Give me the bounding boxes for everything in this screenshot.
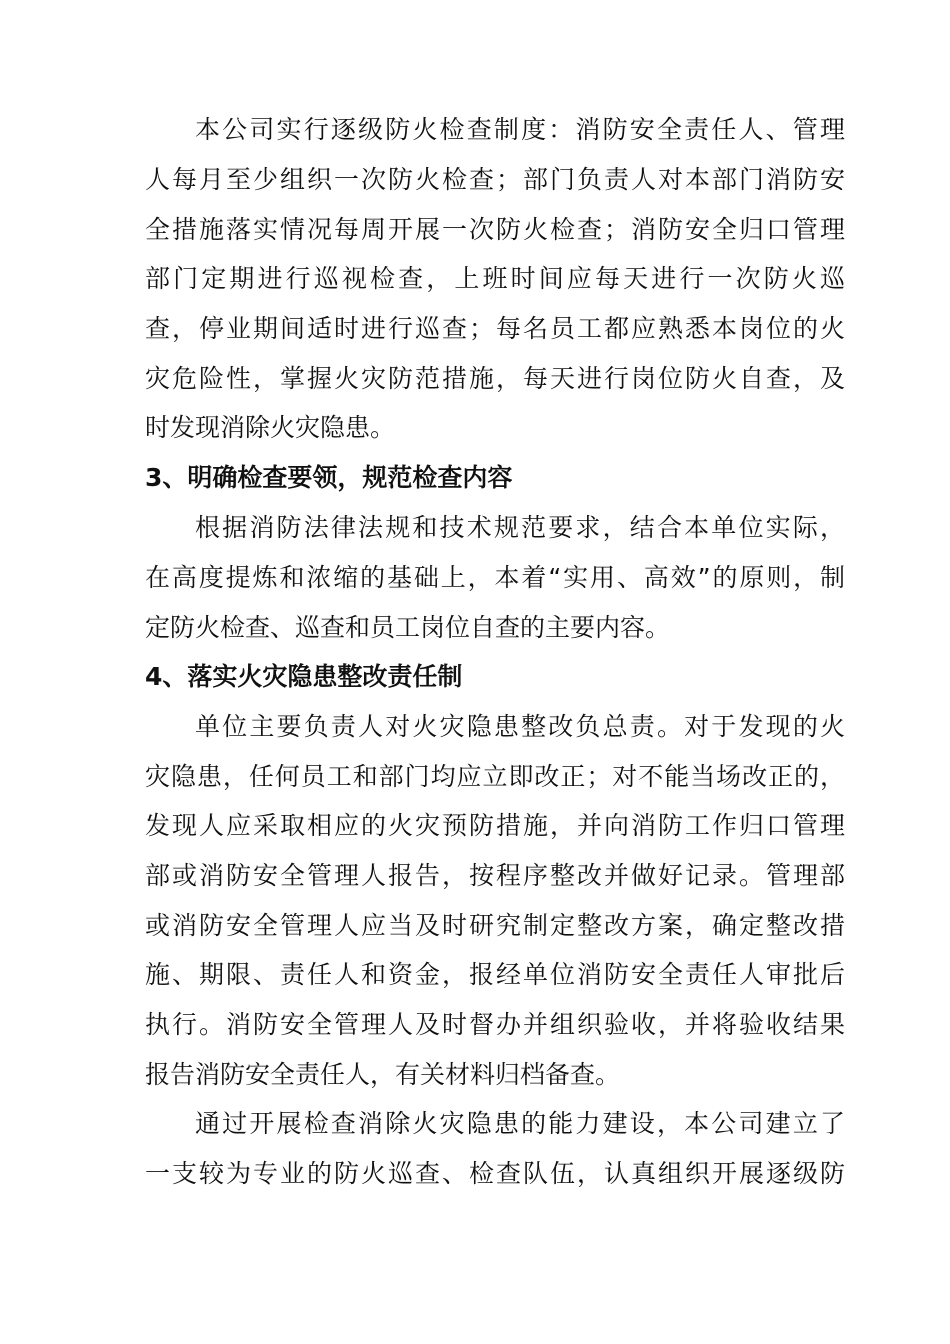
paragraph-1-line-7: 时发现消除火灾隐患。 xyxy=(145,413,396,442)
paragraph-1-line-2: 人每月至少组织一次防火检查；部门负责人对本部门消防安 xyxy=(145,165,845,194)
paragraph-3-line-3: 发现人应采取相应的火灾预防措施，并向消防工作归口管理 xyxy=(145,811,845,840)
paragraph-3-line-4: 部或消防安全管理人报告，按程序整改并做好记录。管理部 xyxy=(145,861,845,890)
paragraph-1-line-5: 查，停业期间适时进行巡查；每名员工都应熟悉本岗位的火 xyxy=(145,314,845,343)
paragraph-1-line-3: 全措施落实情况每周开展一次防火检查；消防安全归口管理 xyxy=(145,215,845,244)
paragraph-3-line-6: 施、期限、责任人和资金，报经单位消防安全责任人审批后 xyxy=(145,960,845,989)
paragraph-1-line-6: 灾危险性，掌握火灾防范措施，每天进行岗位防火自查，及 xyxy=(145,364,845,393)
paragraph-3-line-2: 灾隐患，任何员工和部门均应立即改正；对不能当场改正的， xyxy=(145,762,845,791)
paragraph-1-line-4: 部门定期进行巡视检查，上班时间应每天进行一次防火巡 xyxy=(145,264,845,293)
section-heading-3: 3、明确检查要领，规范检查内容 xyxy=(145,463,513,492)
paragraph-4-line-2: 一支较为专业的防火巡查、检查队伍，认真组织开展逐级防 xyxy=(145,1159,845,1188)
paragraph-2-line-1: 根据消防法律法规和技术规范要求，结合本单位实际， xyxy=(195,513,845,542)
paragraph-3-line-8: 报告消防安全责任人，有关材料归档备查。 xyxy=(145,1060,621,1089)
paragraph-3-line-1: 单位主要负责人对火灾隐患整改负总责。对于发现的火 xyxy=(195,712,845,741)
paragraph-3-line-7: 执行。消防安全管理人及时督办并组织验收，并将验收结果 xyxy=(145,1010,845,1039)
paragraph-2-line-3: 定防火检查、巡查和员工岗位自查的主要内容。 xyxy=(145,613,671,642)
paragraph-1-line-1: 本公司实行逐级防火检查制度：消防安全责任人、管理 xyxy=(195,115,845,144)
paragraph-3-line-5: 或消防安全管理人应当及时研究制定整改方案，确定整改措 xyxy=(145,911,845,940)
paragraph-4-line-1: 通过开展检查消除火灾隐患的能力建设，本公司建立了 xyxy=(195,1109,845,1138)
paragraph-2-line-2: 在高度提炼和浓缩的基础上，本着“实用、高效”的原则，制 xyxy=(145,563,845,592)
section-heading-4: 4、落实火灾隐患整改责任制 xyxy=(145,662,463,691)
